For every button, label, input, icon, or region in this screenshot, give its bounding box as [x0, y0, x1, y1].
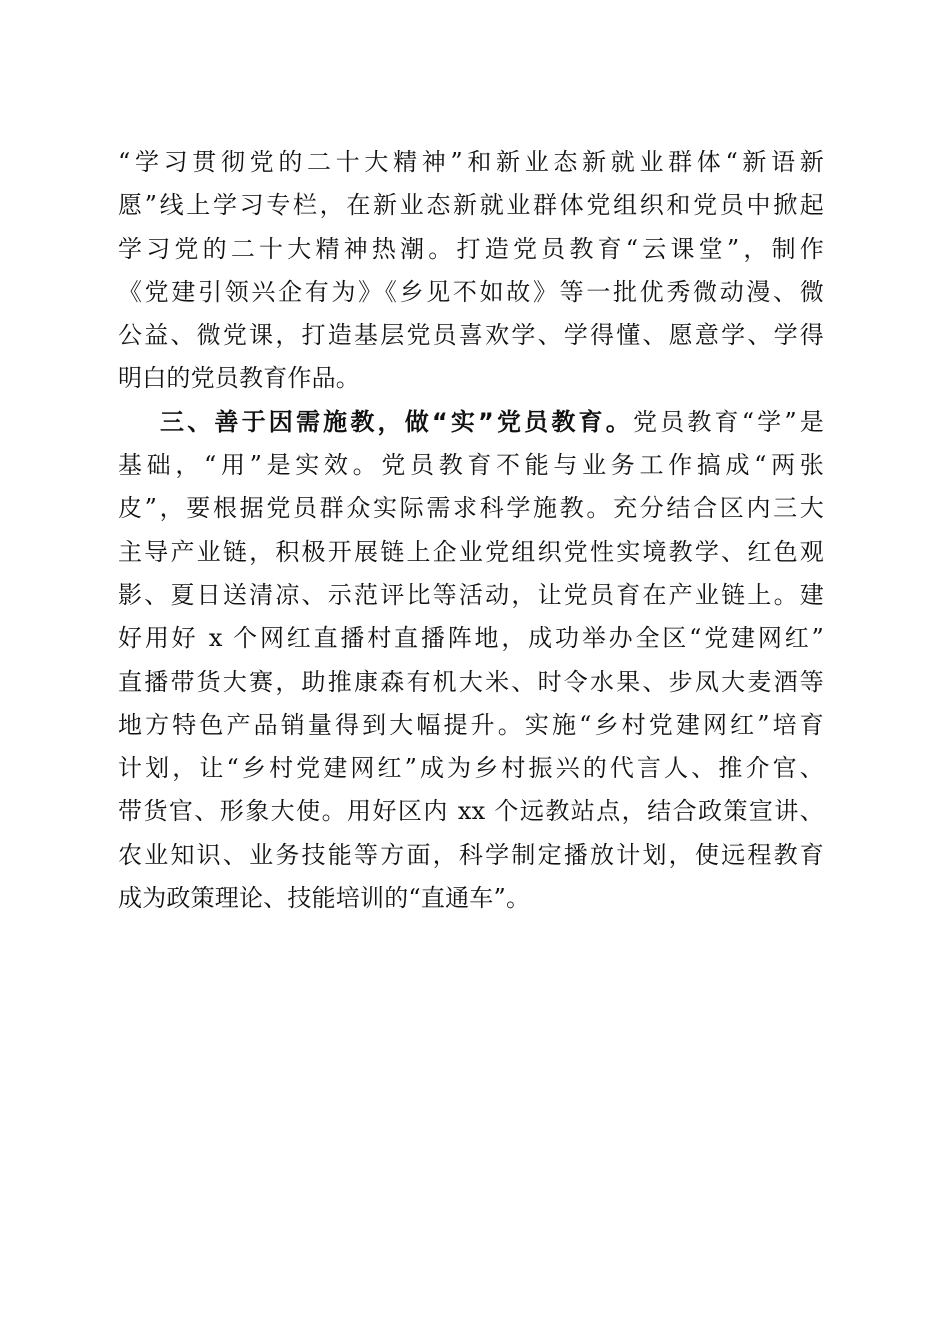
paragraph-2-line-12: 成为政策理论、技能培训的“直通车”。: [118, 884, 531, 913]
paragraph-2-line-10: 带货官、形象大使。用好区内 xx 个远教站点，结合政策宣讲、: [118, 797, 824, 826]
paragraph-1-line-6: 明白的党员教育作品。: [118, 364, 360, 393]
paragraph-1-line-1: “学习贯彻党的二十大精神”和新业态新就业群体“新语新: [118, 148, 824, 176]
paragraph-1-line-3: 学习党的二十大精神热潮。打造党员教育“云课堂”，制作: [118, 234, 824, 263]
paragraph-2-line-11: 农业知识、业务技能等方面，科学制定播放计划，使远程教育: [118, 840, 824, 869]
paragraph-1-line-2: 愿”线上学习专栏，在新业态新就业群体党组织和党员中掀起: [118, 191, 824, 220]
paragraph-1-line-5: 公益、微党课，打造基层党员喜欢学、学得懂、愿意学、学得: [118, 321, 824, 350]
paragraph-2-line-1: [118, 401, 824, 444]
paragraph-2-first-line-text: 党员教育“学”是: [632, 407, 824, 436]
body-text: [118, 141, 824, 920]
paragraph-2-line-7: 直播带货大赛，助推康森有机大米、时令水果、步凤大麦酒等: [118, 667, 824, 696]
section-heading: 三、善于因需施教，做“实”党员教育。: [160, 407, 633, 436]
paragraph-2-line-6: 好用好 x 个网红直播村直播阵地，成功举办全区“党建网红”: [118, 624, 824, 653]
paragraph-2-line-8: 地方特色产品销量得到大幅提升。实施“乡村党建网红”培育: [118, 710, 824, 739]
paragraph-2-line-5: 影、夏日送清凉、示范评比等活动，让党员育在产业链上。建: [118, 580, 824, 609]
paragraph-1-line-4: 《党建引领兴企有为》《乡见不如故》等一批优秀微动漫、微: [118, 277, 824, 306]
paragraph-2-line-3: 皮”，要根据党员群众实际需求科学施教。充分结合区内三大: [118, 494, 824, 523]
paragraph-2-line-9: 计划，让“乡村党建网红”成为乡村振兴的代言人、推介官、: [118, 754, 824, 783]
paragraph-2-line-4: 主导产业链，积极开展链上企业党组织党性实境教学、红色观: [118, 537, 824, 566]
paragraph-2-line-2: 基础，“用”是实效。党员教育不能与业务工作搞成“两张: [118, 451, 824, 480]
